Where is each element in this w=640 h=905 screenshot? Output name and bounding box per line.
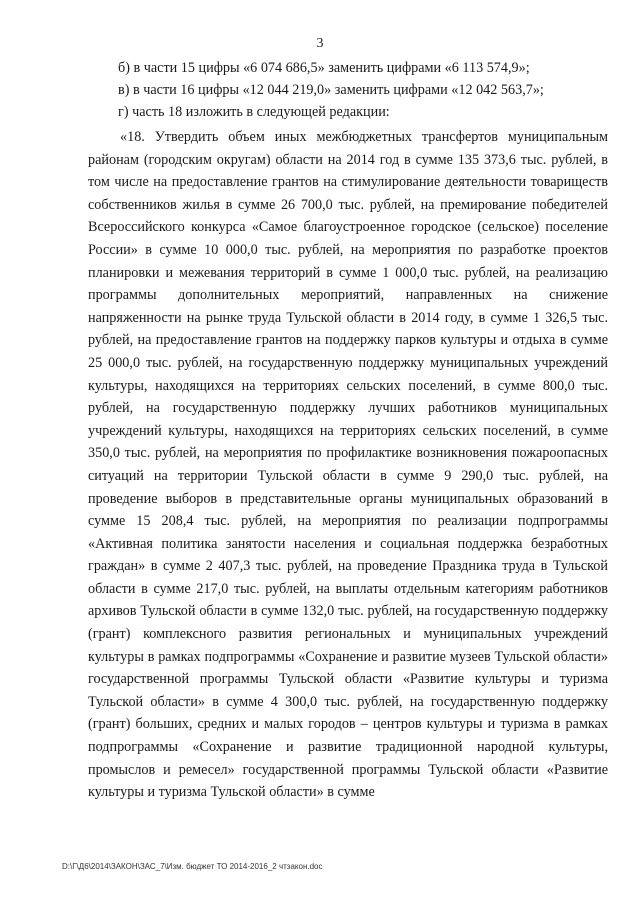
amendment-v: в) в части 16 цифры «12 044 219,0» заменить цифрами «12 042 563,7»; [118, 82, 544, 98]
amendment-g: г) часть 18 изложить в следующей редакции: [118, 104, 390, 120]
page-number: 3 [316, 36, 324, 51]
amendment-b: б) в части 15 цифры «6 074 686,5» заменить цифрами «6 113 574,9»; [118, 60, 530, 76]
article-18-paragraph: «18. Утвердить объем иных межбюджетных трансфертов муниципальным районам (городским округам) области на 2014 год в сумме 135 373,6 тыс. рублей, в том числе на предоставление грантов на стимулирование деятельности товариществ собственников жилья в сумме 26 700,0 тыс. рублей, на премирование победителей Всероссийского конкурса «Самое благоустроенное городское (сельское) поселение России» в сумме 10 000,0 тыс. рублей, на мероприятия по разработке проектов планировки и межевания территорий в сумме 1 000,0 тыс. рублей, на реализацию программы дополнительных мероприятий, направленных на снижение напряженности на рынке труда Тульской области в 2014 году, в сумме 1 326,5 тыс. рублей, на предоставление грантов на поддержку парков культуры и отдыха в сумме 25 000,0 тыс. рублей, на государственную поддержку муниципальных учреждений культуры, находящихся на территориях сельских поселений, в сумме 800,0 тыс. рублей, на государственную поддержку лучших работников муниципальных учреждений культуры, находящихся на территориях сельских поселений, в сумме 350,0 тыс. рублей, на мероприятия по профилактике возникновения пожароопасных ситуаций на территории Тульской области в сумме 9 290,0 тыс. рублей, на проведение выборов в представительные органы муниципальных образований в сумме 15 208,4 тыс. рублей, на мероприятия по реализации подпрограммы «Активная политика занятости населения и социальная поддержка безработных граждан» в сумме 2 407,3 тыс. рублей, на проведение Праздника труда в Тульской области в сумме 217,0 тыс. рублей, на выплаты отдельным категориям работников архивов Тульской области в сумме 132,0 тыс. рублей, на государственную поддержку (грант) комплексного развития региональных и муниципальных учреждений культуры в рамках подпрограммы «Сохранение и развитие музеев Тульской области» государственной программы Тульской области «Развитие культуры и туризма Тульской области» в сумме 4 300,0 тыс. рублей, на государственную поддержку (грант) больших, средних и малых городов – центров культуры и туризма в рамках подпрограммы «Сохранение и развитие традиционной народной культуры, промыслов и ремесел» государственной программы Тульской области «Развитие культуры и туризма Тульской области» в сумме [88, 129, 608, 801]
file-path-footer: D:\Г\Д6\2014\ЗАКОН\ЗАС_7\Изм. бюджет ТО 2014-2016_2 чтзакон.doc [62, 862, 323, 871]
